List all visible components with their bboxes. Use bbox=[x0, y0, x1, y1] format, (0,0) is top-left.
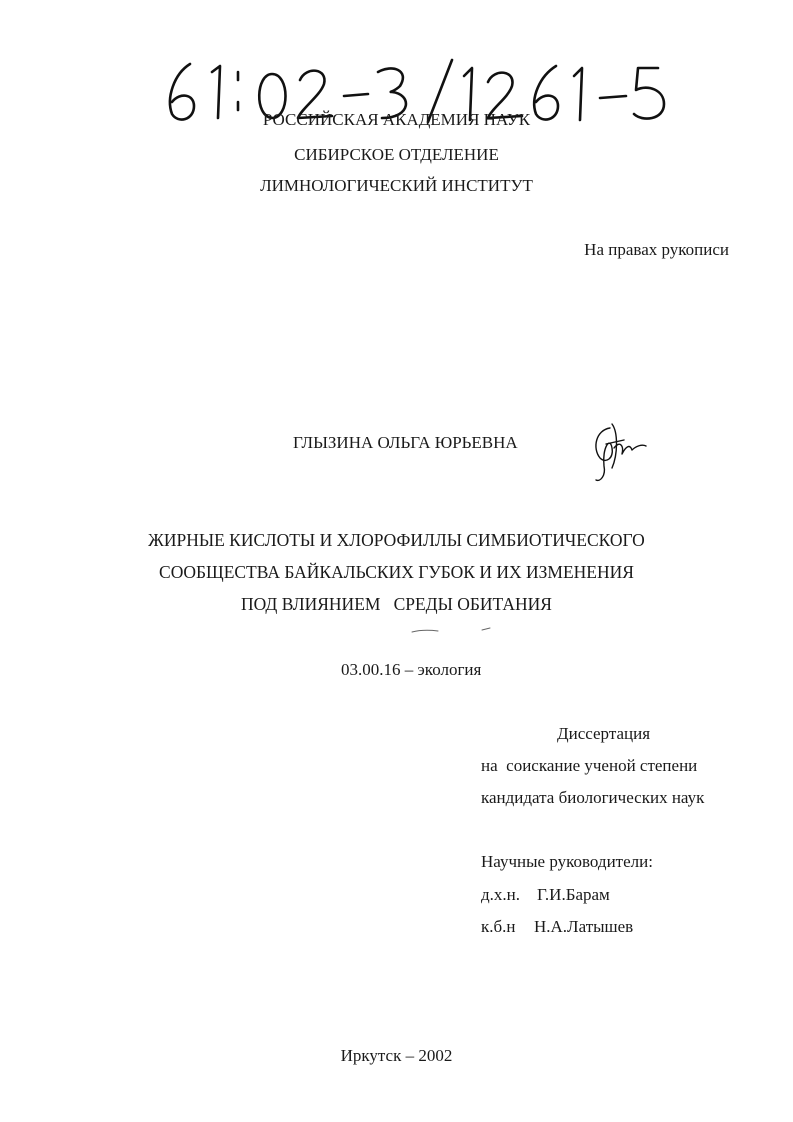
rights-note: На правах рукописи bbox=[584, 240, 729, 259]
place-year: Иркутск – 2002 bbox=[340, 1046, 453, 1065]
advisors-heading: Научные руководители: bbox=[481, 852, 653, 871]
degree-field: кандидата биологических наук bbox=[481, 788, 705, 807]
advisor-1-degree: д.х.н. bbox=[481, 885, 520, 904]
title-line-2: СООБЩЕСТВА БАЙКАЛЬСКИХ ГУБОК И ИХ ИЗМЕНЕНИЯ bbox=[159, 562, 634, 582]
dissertation-label: Диссертация bbox=[557, 724, 651, 743]
signature bbox=[588, 418, 658, 484]
scan-mark bbox=[410, 624, 500, 636]
advisor-2-name: Н.А.Латышев bbox=[534, 917, 634, 936]
advisor-1-name: Г.И.Барам bbox=[537, 885, 610, 904]
title-line-1: ЖИРНЫЕ КИСЛОТЫ И ХЛОРОФИЛЛЫ СИМБИОТИЧЕСКОГО bbox=[148, 530, 645, 550]
specialty-code: 03.00.16 – экология bbox=[341, 660, 482, 679]
title-line-3: ПОД ВЛИЯНИЕМ СРЕДЫ ОБИТАНИЯ bbox=[241, 594, 552, 614]
author-name: ГЛЫЗИНА ОЛЬГА ЮРЬЕВНА bbox=[293, 433, 518, 452]
header-line-branch: СИБИРСКОЕ ОТДЕЛЕНИЕ bbox=[294, 145, 499, 164]
header-line-academy: РОССИЙСКАЯ АКАДЕМИЯ НАУК bbox=[262, 110, 531, 129]
header-line-institute: ЛИМНОЛОГИЧЕСКИЙ ИНСТИТУТ bbox=[260, 176, 533, 195]
degree-line: на соискание ученой степени bbox=[481, 756, 698, 775]
advisor-2-degree: к.б.н bbox=[481, 917, 516, 936]
